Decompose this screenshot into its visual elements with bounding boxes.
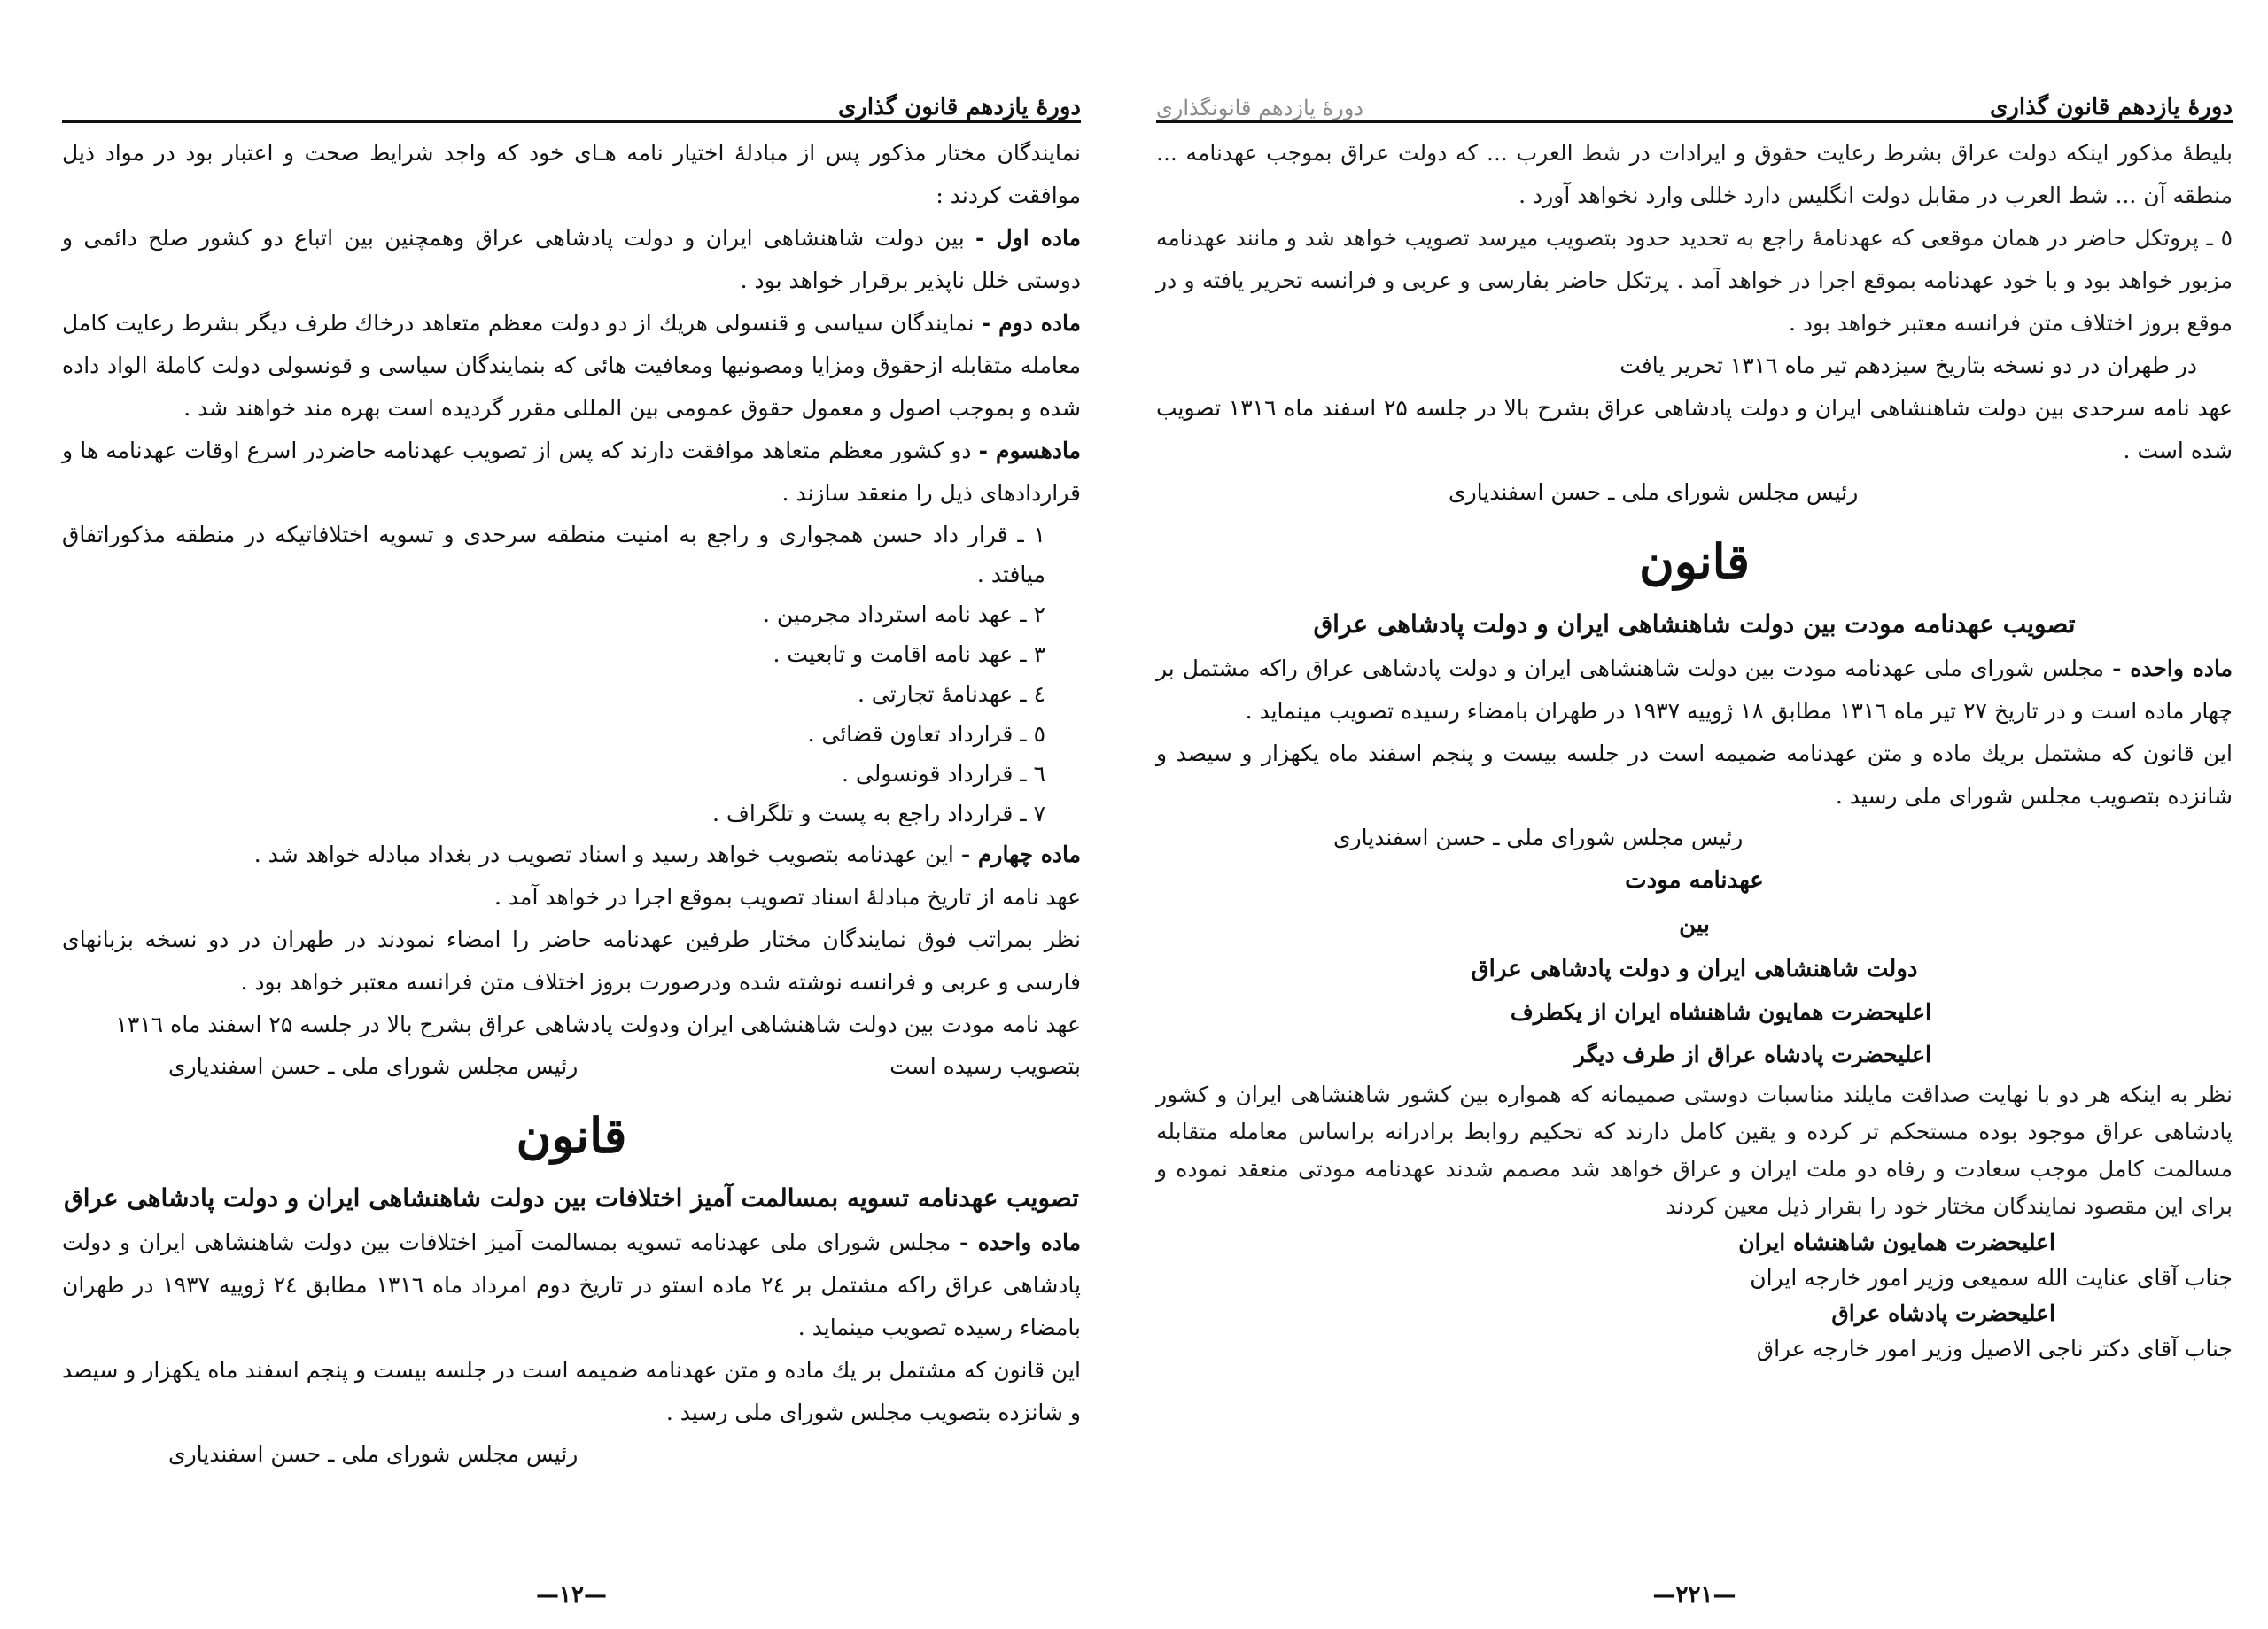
list-item: ٤ ـ عهدنامهٔ تجارتی . [857,681,1045,707]
list-item: ۱ ـ قرار داد حسن همجواری و راجع به امنیت منطقه سرحدی و تسویه اختلافاتیکه در منطقه مذکوراتفاق میافتد . [62,522,1045,587]
article-4 [62,834,1081,876]
law-note: این قانون که مشتمل بریك ماده و متن عهدنامه ضمیمه است در جلسه بیست و پنجم اسفند ماه یکهزار و سیصد و شانزده بتصویب مجلس شورای ملی رسید . [1156,741,2233,809]
article-2-label: ماده دوم - [981,310,1081,336]
law-heading: قانون [516,1107,627,1164]
article-4-label: ماده چهارم - [960,842,1081,867]
article-3-text: دو کشور معظم متعاهد موافقت دارند که پس از تصویب عهدنامه حاضردر اسرع اوقات عهدنامه ها و قراردادهای ذیل را منعقد سازند . [62,438,1081,506]
running-head [62,85,1081,123]
rep-2: اعلیحضرت پادشاه عراق [1831,1300,2055,1326]
rep-1: اعلیحضرت همایون شاهنشاه ایران [1738,1230,2055,1255]
protocol-paragraph-4: بلیطهٔ مذکور اینکه دولت عراق بشرط رعایت حقوق و ایرادات در شط العرب ... که دولت عراق بموجب عهدنامه ... منطقه آن ... شط العرب در مقابل دولت انگلیس دارد خللی وارد نخواهد آورد . [1156,140,2233,208]
approval-end: بتصویب رسیده است [889,1053,1081,1079]
single-article-label: ماده واحده - [2112,655,2233,681]
single-article-label: ماده واحده - [959,1230,1081,1255]
running-head-title: دورهٔ یازدهم قانون گذاری [837,94,1081,120]
treaty-heading: عهدنامه مودت [1625,867,1764,894]
intro-paragraph: نمایندگان مختار مذکور پس از مبادلهٔ اختیار نامه هـای خود که واجد شرایط صحت و اعتبار بود در مواد ذیل موافقت کردند : [62,140,1081,208]
single-article-text: مجلس شورای ملی عهدنامه مودت بین دولت شاهنشاهی ایران و دولت پادشاهی عراق راکه مشتمل بر چهار ماده است و در تاریخ ۲۷ تیر ماه ۱۳۱٦ مطابق ۱۸ ژوییه ۱۹۳۷ در طهران بامضاء رسیده تصویب مینماید . [1156,655,2233,724]
treaty-parties: دولت شاهنشاهی ایران و دولت پادشاهی عراق [1471,956,1918,982]
law-title: تصویب عهدنامه مودت بین دولت شاهنشاهی ایران و دولت پادشاهی عراق [1313,609,2076,639]
running-head-title: دورهٔ یازدهم قانون گذاری [1989,94,2233,120]
signing-paragraph: نظر بمراتب فوق نمایندگان مختار طرفین عهدنامه حاضر را امضاء نمودند در طهران در دو نسخه بزبانهای فارسی و عربی و فرانسه نوشته شده ودرصورت بروز اختلاف متن فرانسه معتبر خواهد بود . [62,927,1081,995]
article-3-label: مادهسوم - [978,438,1081,463]
article-2-text: نمایندگان سیاسی و قنسولی هریك از دو دولت معظم متعاهد درخاك طرف دیگر بشرط رعایت کامل معامله متقابله ازحقوق ومزایا ومصونیها ومعافیت هائی که بنمایندگان سیاسی و قونسولی دولت کاملة الواد داده شده و بموجب اصول و معمول حقوق عمومی بین المللی مقرر گردیده است بهره مند خواهند شد . [62,310,1081,421]
border-treaty-approval: عهد نامه سرحدی بین دولت شاهنشاهی ایران و دولت پادشاهی عراق بشرح بالا در جلسه ۲۵ اسفند ماه ۱۳۱٦ تصویب شده است . [1156,395,2233,463]
treaty-between: بین [1679,911,1710,938]
list-item: ۲ ـ عهد نامه استرداد مجرمین . [762,601,1045,627]
list-item: ٥ ـ قرارداد تعاون قضائی . [807,721,1045,747]
article-3 [62,430,1081,515]
running-head-faded: دورهٔ یازدهم قانونگذاری [1156,96,1364,120]
article-1-text: بین دولت شاهنشاهی ایران و دولت پادشاهی عراق وهمچنین بین اتباع دو کشور صلح دائمی و دوستی خلل ناپذیر برقرار خواهد بود . [62,225,1081,293]
law-note: این قانون که مشتمل بر یك ماده و متن عهدنامه ضمیمه است در جلسه بیست و پنجم اسفند ماه یکهزار و سیصد و شانزده بتصویب مجلس شورای ملی رسید . [62,1357,1081,1425]
running-head [1156,85,2233,123]
treaty-list [62,515,1081,834]
law-title: تصویب عهدنامه تسویه بمسالمت آمیز اختلافات بین دولت شاهنشاهی ایران و دولت پادشاهی عراق [64,1183,1079,1213]
left-page [62,85,1081,1609]
single-article-text: مجلس شورای ملی عهدنامه تسویه بمسالمت آمیز اختلافات بین دولت شاهنشاهی ایران و دولت پادشاهی عراق راکه مشتمل بر ۲٤ ماده استو در تاریخ دوم امرداد ماه ۱۳۱٦ مطابق ۲٤ ژوییه ۱۹۳۷ در طهران بامضاء رسیده تصویب مینماید . [62,1230,1082,1340]
rep-2-name: جناب آقای دکتر ناجی الاصیل وزیر امور خارجه عراق [1756,1336,2233,1361]
right-page [1156,85,2233,1609]
list-item: ۳ ـ عهد نامه اقامت و تابعیت . [773,641,1045,667]
article-1-label: ماده اول - [975,225,1081,251]
preamble: نظر به اینکه هر دو با نهایت صداقت مایلند مناسبات دوستی صمیمانه که همواره بین کشور شاهنشاهی ایران و کشور پادشاهی عراق موجود بوده مستحکم تر کرده و یقین کامل دارند که تحکیم روابط برادرانه براساس معامله متقابله مسالمت کامل موجب سعادت و رفاه دو ملت ایران و عراق خواهد شد مصمم شدند عهدنامه مودتی منعقد نموده و برای این مقصود نمایندگان مختار خود را بقرار ذیل معین کردند [1156,1082,2233,1219]
rep-1-name: جناب آقای عنایت الله سمیعی وزیر امور خارجه ایران [1750,1265,2233,1291]
effective-paragraph: عهد نامه از تاریخ مبادلهٔ اسناد تصویب بموقع اجرا در خواهد آمد . [494,884,1081,910]
single-article [62,1222,1081,1349]
border-sign-row [1156,472,2233,513]
page-number: —۱۲— [536,1582,607,1609]
article-4-text: این عهدنامه بتصویب خواهد رسید و اسناد تصویب در بغداد مبادله خواهد شد . [253,842,961,867]
law-sign-row [62,1434,1081,1475]
single-article [1156,648,2233,733]
article-2 [62,302,1081,430]
law-heading: قانون [1639,533,1750,590]
article-1 [62,217,1081,302]
law-signature: رئیس مجلس شورای ملی ـ حسن اسفندیاری [168,1441,579,1467]
law-signature: رئیس مجلس شورای ملی ـ حسن اسفندیاری [1333,825,1744,850]
approval-paragraph: عهد نامه مودت بین دولت شاهنشاهی ایران ودولت پادشاهی عراق بشرح بالا در جلسه ۲۵ اسفند ماه ۱۳۱٦ [115,1012,1081,1037]
protocol-date: در طهران در دو نسخه بتاریخ سیزدهم تیر ماه ۱۳۱٦ تحریر یافت [1619,353,2197,378]
approval-signature: رئیس مجلس شورای ملی ـ حسن اسفندیاری [168,1053,579,1079]
list-item: ٦ ـ قرارداد قونسولی . [842,761,1045,787]
party-2: اعلیحضرت پادشاه عراق از طرف دیگر [1573,1042,1931,1067]
approval-sign-row [62,1046,1081,1087]
law-sign-row [1156,818,2233,858]
protocol-paragraph-5: ٥ ـ پروتکل حاضر در همان موقعی که عهدنامهٔ راجع به تحدید حدود بتصویب میرسد تصویب خواهد شد و مانند عهدنامه مزبور خواهد بود و با خود عهدنامه بموقع اجرا در خواهد آمد . پرتکل حاضر بفارسی و عربی و فرانسه تحریر یافته و در موقع بروز اختلاف متن فرانسه معتبر خواهد بود . [1156,225,2233,336]
party-1: اعلیحضرت همایون شاهنشاه ایران از یکطرف [1510,999,1931,1025]
border-signature: رئیس مجلس شورای ملی ـ حسن اسفندیاری [1449,479,1859,505]
list-item: ۷ ـ قرارداد راجع به پست و تلگراف . [712,801,1045,826]
page-number: —۲۲۱— [1652,1582,1736,1609]
